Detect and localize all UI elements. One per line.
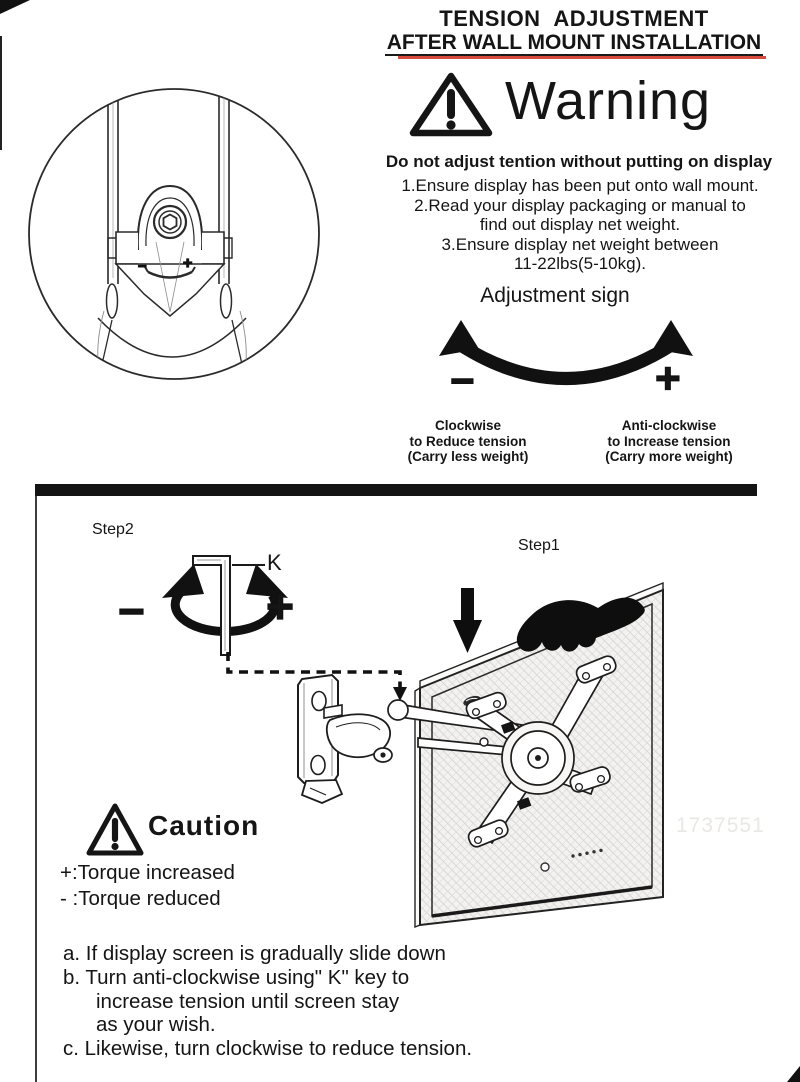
page-title xyxy=(378,8,770,56)
warning-item: find out display net weight. xyxy=(479,215,681,235)
anticlockwise-line: (Carry more weight) xyxy=(605,449,733,465)
torque-increase-note: +:Torque increased xyxy=(60,861,235,884)
clockwise-line: to Reduce tension xyxy=(409,433,527,449)
warning-item: 11-22lbs(5-10kg). xyxy=(514,254,646,274)
warning-item: 2.Read your display packaging or manual to xyxy=(414,195,746,215)
k-key-label: K xyxy=(267,550,282,575)
detail-minus-sign: − xyxy=(138,258,147,275)
warning-triangle-icon xyxy=(406,70,496,140)
caution-triangle-icon xyxy=(84,801,146,859)
red-divider-rule xyxy=(398,56,766,59)
section-divider-bar xyxy=(35,484,757,496)
section-left-border xyxy=(35,496,37,1082)
scan-artifact-bottom-right xyxy=(787,1066,800,1082)
warning-note: Do not adjust tention without putting on display xyxy=(385,152,773,171)
watermark-number: 1737551 xyxy=(676,814,765,837)
instruction-b: b. Turn anti-clockwise using" K" key to xyxy=(63,965,410,989)
anticlockwise-line: Anti-clockwise xyxy=(621,418,717,433)
step2-minus-sign: − xyxy=(118,585,145,637)
torque-notes xyxy=(60,860,235,911)
step2-label: Step2 xyxy=(92,521,134,538)
step1-label: Step1 xyxy=(518,537,560,554)
clockwise-label xyxy=(393,418,543,465)
warning-heading: Warning xyxy=(505,71,712,131)
torque-reduce-note: - :Torque reduced xyxy=(60,886,221,910)
scan-artifact-left-edge xyxy=(0,36,2,150)
tension-screw-detail-illustration xyxy=(20,80,330,392)
step2-plus-sign: + xyxy=(266,581,295,634)
instruction-a: a. If display screen is gradually slide down xyxy=(63,942,446,965)
instruction-c: c. Likewise, turn clockwise to reduce tension. xyxy=(63,1037,473,1061)
increase-plus-sign: + xyxy=(655,354,681,403)
instruction-list xyxy=(63,942,472,1061)
reduce-minus-sign: − xyxy=(450,357,475,404)
warning-list xyxy=(368,176,792,274)
instruction-b-cont: as your wish. xyxy=(96,1013,216,1037)
anticlockwise-label xyxy=(591,418,747,465)
title-line-2: AFTER WALL MOUNT INSTALLATION xyxy=(386,31,762,54)
adjustment-sign-heading: Adjustment sign xyxy=(480,284,630,307)
warning-item: 3.Ensure display net weight between xyxy=(441,234,719,254)
scan-artifact-top-left xyxy=(0,0,30,14)
caution-heading: Caution xyxy=(148,810,260,841)
title-line-1: TENSION ADJUSTMENT xyxy=(439,6,709,31)
warning-item: 1.Ensure display has been put onto wall mount. xyxy=(401,176,759,195)
wall-mount-monitor-illustration xyxy=(280,575,690,945)
instruction-b-cont: increase tension until screen stay xyxy=(96,989,400,1013)
detail-plus-sign: + xyxy=(183,255,193,272)
clockwise-line: Clockwise xyxy=(434,418,502,433)
clockwise-line: (Carry less weight) xyxy=(407,449,529,465)
anticlockwise-line: to Increase tension xyxy=(607,433,731,449)
